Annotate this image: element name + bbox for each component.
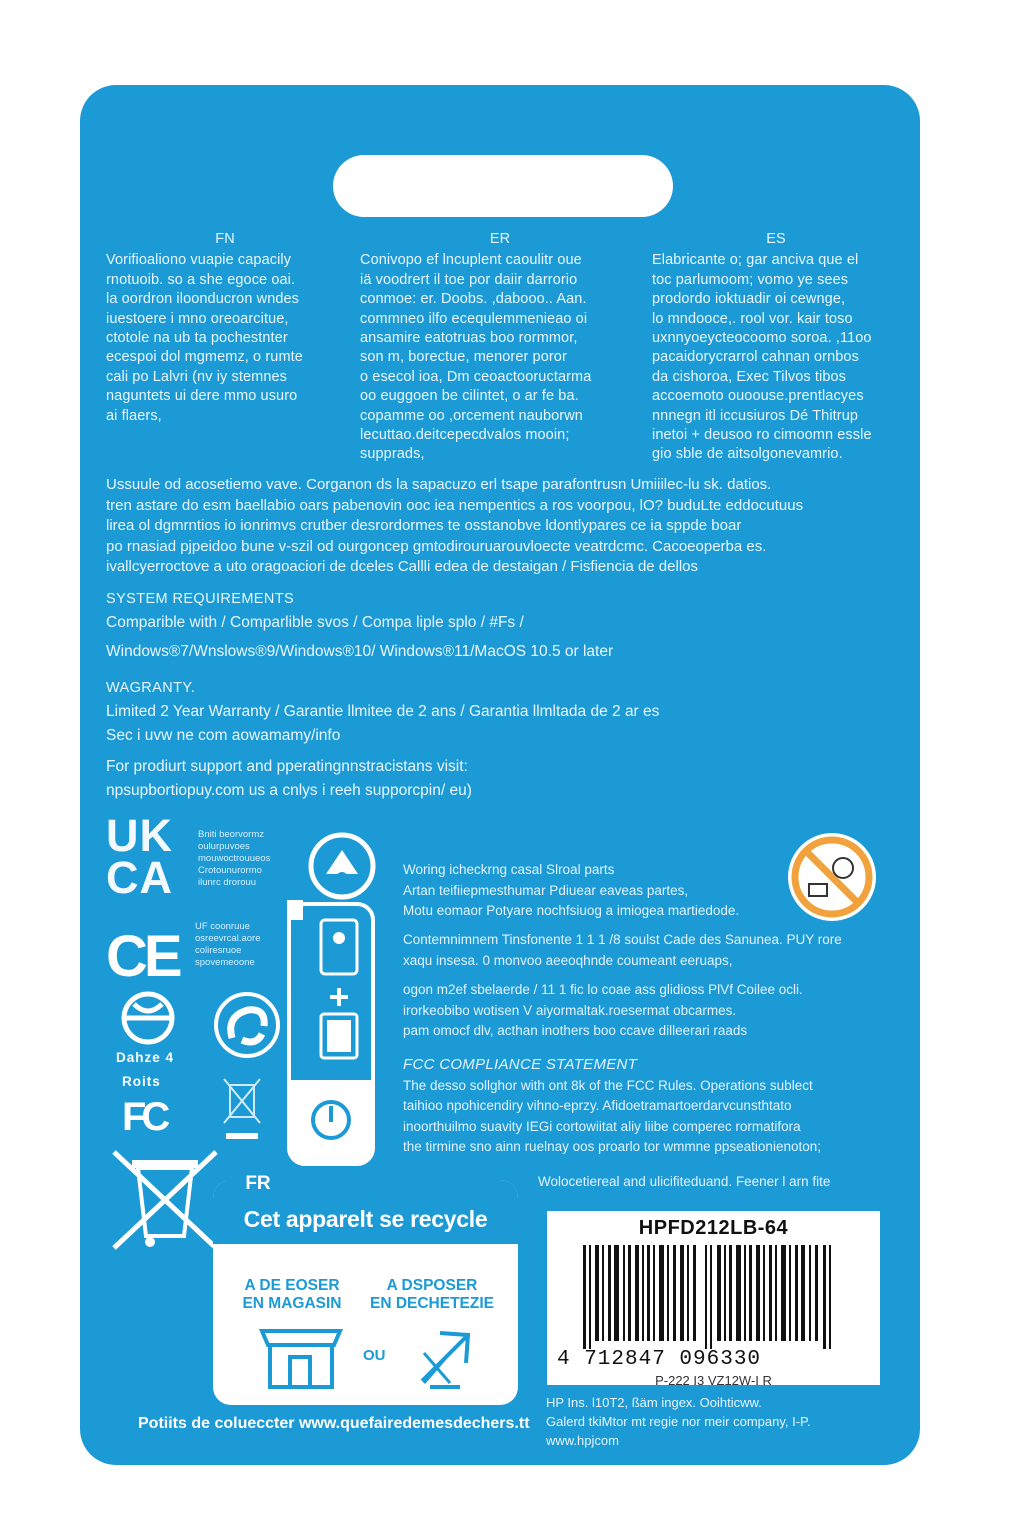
- column-line: o esecol ioa, Dm ceoactooructarma: [360, 368, 592, 385]
- paragraph-line: Ussuule od acosetiemo vave. Corganon ds la sapacuzo erl tsape parafontrusn Umiiilec-lu sk. datios.: [106, 476, 772, 493]
- support-section: [106, 755, 472, 803]
- ukca-small-print: [198, 829, 288, 889]
- safety-line: Motu eomaor Potyare nochfsiuog a imiogea martiedode.: [403, 903, 740, 918]
- store-dropoff-label: A DE EOSER EN MAGASIN: [242, 1277, 342, 1312]
- compliance-line: Wolocetiereal and ulicifiteduand. Feener l arn fite: [538, 1174, 831, 1189]
- column-line: conmoe: er. Doobs. ,dabooo.. Aan.: [360, 291, 587, 308]
- column-es: [652, 230, 900, 465]
- support-link: npsupbortiopuy.com us a cnlys i reeh supporcpin/ eu): [106, 782, 472, 799]
- hp-legal-text: [546, 1393, 886, 1450]
- safety-line: Artan teifiiepmesthumar Pdiuear eaveas partes,: [403, 882, 689, 898]
- os-line: Windows®7/Wnslows®9/Windows®10/ Windows®11/MacOS 10.5 or later: [106, 643, 614, 660]
- column-line: naguntets ui dere mmo usuro: [106, 388, 298, 405]
- fcc-line: taihioo npohicendiry vihno-eprzy. Afidoetramartoerdarvcunsthtato: [403, 1098, 792, 1113]
- safety-line: xaqu insesa. 0 monvoo aeeoqhnde coumeant eeruaps,: [403, 952, 733, 968]
- column-line: prodordo ioktuadir oi cewnge,: [652, 291, 846, 308]
- ce-mark: CE: [106, 924, 179, 989]
- tiny-line: Bniti beorvormz: [198, 829, 264, 840]
- column-line: supprads,: [360, 446, 425, 463]
- fcc-line: The desso sollghor with ont 8k of the FCC Rules. Operations sublect: [403, 1077, 813, 1093]
- or-label: OU: [363, 1347, 386, 1364]
- safety-text-3: [403, 980, 883, 1042]
- paragraph-line: ivallcyerroctove a uto oragoaciori de dceles Callli edea de destaigan / Fisfiencia de dellos: [106, 558, 699, 575]
- support-line: For prodiurt support and pperatingnnstracistans visit:: [106, 758, 468, 775]
- tiny-line: mouwoctrouueos: [198, 853, 271, 864]
- dahze-label: Dahze 4: [116, 1050, 175, 1065]
- weee-bin-icon: [110, 1150, 220, 1250]
- column-line: lecuttao.deitcepecdvalos mooin;: [360, 427, 570, 444]
- tiny-line: UF coonruue: [195, 921, 250, 932]
- column-line: cali po Lalvri (nv iy stemnes: [106, 368, 287, 385]
- column-line: uxnnyoeycteocoomo soroa. ,11oo: [652, 330, 872, 347]
- column-line: lo mndooce,. rool vor. kair toso: [652, 310, 853, 327]
- fcc-statement: [403, 1055, 883, 1158]
- column-heading: ES: [766, 231, 786, 247]
- fcc-line: inoorthuilmo suavity IEGi cortowiitat aliy liibe comperec rormatifora: [403, 1118, 801, 1134]
- column-line: commneo ilfo ecequlemmenieao oi: [360, 310, 588, 327]
- column-line: copamme oo ,orcement nauborwn: [360, 407, 583, 424]
- fcc-heading: FCC COMPLIANCE STATEMENT: [403, 1056, 638, 1073]
- sku-text: HPFD212LB-64: [638, 1217, 789, 1239]
- ukca-mark: [106, 810, 192, 903]
- warranty-link: Sec i uvw ne com aowamamy/info: [106, 727, 341, 744]
- compliance-note: [538, 1172, 898, 1193]
- recycle-footer: Potiits de colueccter www.quefairedemesdechers.tt: [138, 1415, 530, 1432]
- column-line: ctotole na ub ta pochestnter: [106, 330, 288, 347]
- safety-line: Woring icheckrng casal Slroal parts: [403, 862, 615, 877]
- hang-hole: [333, 155, 673, 217]
- no-disassemble-icon: [785, 830, 879, 924]
- column-fn: [106, 230, 344, 426]
- tiny-line: oulurpuvoes: [198, 841, 250, 852]
- warranty-line: Limited 2 Year Warranty / Garantie llmitee de 2 ans / Garantia llmltada de 2 ar es: [106, 703, 660, 720]
- paragraph-line: lirea ol dgmrntios io ionrimvs crutber desrordormes te osstanobve ldontlypares ce ia sppde boar: [106, 517, 742, 534]
- column-line: la oordron iloonducron wndes: [106, 291, 300, 308]
- drop-off-icon: [410, 1323, 480, 1393]
- warranty-section: [106, 676, 659, 748]
- barcode-label: [547, 1211, 880, 1388]
- column-line: ansamire eatotruas boo rormmor,: [360, 330, 578, 347]
- ukca-line: CA: [106, 852, 173, 903]
- roits-label: Roits: [122, 1074, 161, 1089]
- waste-center-label: A DSPOSER EN DECHETEZIE: [369, 1277, 494, 1312]
- column-line: iuestoere i mno oreoarcitue,: [106, 310, 289, 327]
- column-line: ai flaers,: [106, 407, 162, 424]
- column-line: iä voodrert il toe por daiir darrorio: [360, 271, 578, 288]
- column-line: Elabricante o; gar anciva que el: [652, 252, 859, 269]
- legal-line: Galerd tkiMtor mt regie nor meir company, I-P.: [546, 1414, 811, 1429]
- ukca-line: UK: [106, 810, 173, 861]
- column-line: inetoi + deusoo ro cimoomn essle: [652, 427, 872, 444]
- warranty-heading: WAGRANTY.: [106, 680, 195, 696]
- multilingual-paragraph: [106, 475, 896, 578]
- column-line: accoemoto ouoouse.prentlacyes: [652, 388, 864, 405]
- packaging-card: [80, 85, 920, 1465]
- column-line: gio sble de aitsolgonevamrio.: [652, 446, 843, 463]
- circular-economy-icon: [306, 830, 378, 902]
- safety-line: ogon m2ef sbelaerde / 11 1 fic lo coae ass glidioss PlVf Coilee ocli.: [403, 982, 803, 997]
- safety-line: irorkeobibo wotisen V aiyormaltak.roesermat obcarmes.: [403, 1002, 737, 1018]
- column-line: Vorifioaliono vuapie capacily: [106, 252, 292, 269]
- fcc-line: the tirmine sno ainn ruelnay oos proarlo tor wmmne ppseationienoton;: [403, 1139, 821, 1154]
- tiny-line: Crotounurormo: [198, 865, 262, 876]
- safety-line: pam omocf dlv, acthan inothers boo ccave dilleerari raads: [403, 1023, 748, 1038]
- triman-icon: [118, 990, 178, 1046]
- column-line: pacaidorycrarrol cahnan ornbos: [652, 349, 859, 366]
- paragraph-line: tren astare do esm baellabio oars pabenovin ooc iea nempentics a ros voorpou, lO? buduLte eddocutuus: [106, 496, 804, 514]
- column-line: rnotuoib. so a she egoce oai.: [106, 271, 296, 288]
- column-line: nnnegn itl iccusiuros Dé Thitrup: [652, 407, 859, 424]
- barcode-digits: 4 712847 096330: [557, 1348, 762, 1371]
- column-line: da cishoroa, Exec Tilvos tibos: [652, 368, 847, 385]
- legal-link: www.hpjcom: [546, 1433, 619, 1448]
- tiny-line: spovemeoone: [195, 957, 255, 968]
- compat-line: Comparible with / Comparlible svos / Compa liple splo / #Fs /: [106, 614, 524, 631]
- recycle-loop-icon: [212, 990, 282, 1060]
- safety-text-2: [403, 930, 883, 971]
- fr-tag: FR: [226, 1167, 290, 1201]
- recycle-title: Cet apparelt se recycle: [213, 1180, 518, 1244]
- safety-line: Contemnimnem Tinsfonente 1 1 1 /8 soulst Cade des Sanunea. PUY rore: [403, 932, 842, 947]
- column-line: Conivopo ef lncuplent caoulitr oue: [360, 252, 582, 269]
- ce-small-print: [195, 921, 285, 969]
- legal-line: HP Ins. l10T2, ßäm ingex. Ooihticww.: [546, 1395, 762, 1410]
- system-heading: SYSTEM REQUIREMENTS: [106, 591, 295, 607]
- weee-bin-small-icon: [220, 1075, 264, 1145]
- column-heading: FN: [215, 231, 235, 247]
- tiny-line: coliresruoe: [195, 945, 242, 956]
- column-line: toc parlumoom; vomo ye sees: [652, 271, 849, 288]
- system-requirements: [106, 587, 613, 664]
- barcode-icon: [583, 1245, 843, 1349]
- sorting-tray-icon: [287, 900, 377, 1200]
- column-er: [360, 230, 640, 465]
- column-line: oo euggoen be cilintet, o ar fe ba.: [360, 388, 579, 405]
- paragraph-line: po rnasiad pjpeidoo bune v-szil od ourgoncep gmtodirouruarouvloecte veatrdcmc. Cacoeoperba es.: [106, 537, 767, 555]
- column-line: son m, borectue, menorer poror: [360, 349, 567, 366]
- column-heading: ER: [489, 231, 511, 247]
- fcc-logo: FC: [122, 1095, 166, 1139]
- store-icon: [256, 1317, 346, 1391]
- tiny-line: osreevrcal.aore: [195, 933, 261, 944]
- barcode-subtext: P-222 I3 VZ12W-I R: [655, 1373, 772, 1388]
- tiny-line: ilunrc drorouu: [198, 877, 257, 888]
- column-line: ecespoi dol mgmemz, o rumte: [106, 349, 303, 366]
